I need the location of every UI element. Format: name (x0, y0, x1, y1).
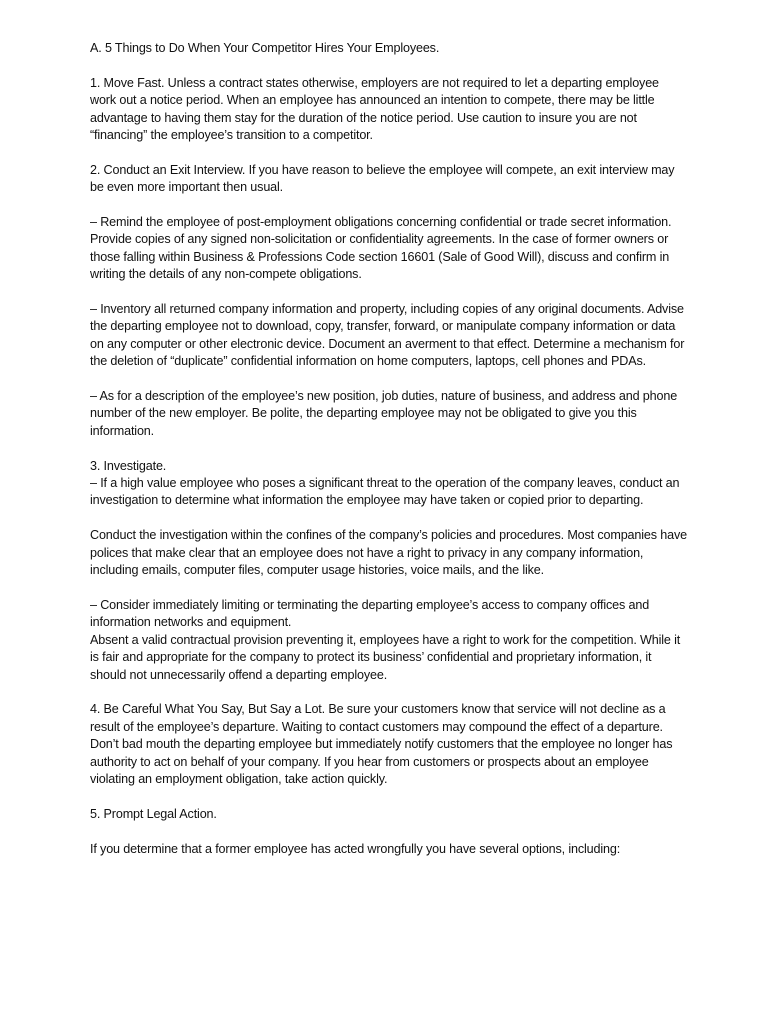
paragraph-high-value-employee: – If a high value employee who poses a significant threat to the operation of the company leaves, conduct an investigation to determine what information the employee may have taken or copied prior to departing. (90, 476, 680, 508)
paragraph-inventory: – Inventory all returned company information and property, including copies of any original documents. Advise the departing employee not to download, copy, transfer, forward, or manipulate company information or data on any computer or other electronic device. Document an averment to that effect. Determine a mechanism for the deletion of “duplicate” confidential information on home computers, laptops, cell phones and PDAs. (90, 302, 685, 369)
paragraph-move-fast: 1. Move Fast. Unless a contract states otherwise, employers are not required to let a departing employee work out a notice period. When an employee has announced an intention to compete, there may be little advantage to having them stay for the duration of the notice period. Use caution to insure you are not “financing” the employee’s transition to a competitor. (90, 75, 659, 143)
heading-investigate: 3. Investigate. (90, 458, 167, 473)
paragraph-be-careful: 4. Be Careful What You Say, But Say a Lot. Be sure your customers know that service will not decline as a result of the employee’s departure. Waiting to contact customers may compound the effect of a departure. Don’t bad mouth the departing employee but immediately notify customers that the employee no longer has authority to act on behalf of your company. If you hear from customers or prospects about an employee violating an employment obligation, take action quickly. (90, 702, 673, 786)
paragraph-exit-interview: 2. Conduct an Exit Interview. If you have reason to believe the employee will compete, an exit interview may be even more important then usual. (90, 162, 675, 195)
paragraph-options: If you determine that a former employee has acted wrongfully you have several options, including: (90, 841, 621, 856)
paragraph-limit-access: – Consider immediately limiting or terminating the departing employee’s access to company offices and information networks and equipment. (90, 597, 650, 630)
heading-prompt-legal-action: 5. Prompt Legal Action. (90, 806, 217, 821)
paragraph-investigation-policies: Conduct the investigation within the confines of the company’s policies and procedures. Most companies have polices that make clear that an employee does not have a right to privacy in any company information, including emails, computer files, computer usage histories, voice mails, and the like. (90, 528, 687, 578)
paragraph-remind-obligations: – Remind the employee of post-employment obligations concerning confidential or trade secret information. Provide copies of any signed non-solicitation or confidentiality agreements. In the case of former owners or those falling within Business & Professions Code section 16601 (Sale of Good Will), discuss and confirm in writing the details of any non-compete obligations. (90, 215, 672, 282)
document-title: A. 5 Things to Do When Your Competitor Hires Your Employees. (90, 41, 440, 55)
paragraph-right-to-work: Absent a valid contractual provision preventing it, employees have a right to work for the competition. While it is fair and appropriate for the company to protect its business’ confidential and proprietary information, it should not unnecessarily offend a departing employee. (90, 632, 681, 682)
document-page (90, 40, 688, 875)
paragraph-new-position: – As for a description of the employee’s new position, job duties, nature of business, and address and phone number of the new employer. Be polite, the departing employee may not be obligated to give you this information. (90, 389, 678, 438)
